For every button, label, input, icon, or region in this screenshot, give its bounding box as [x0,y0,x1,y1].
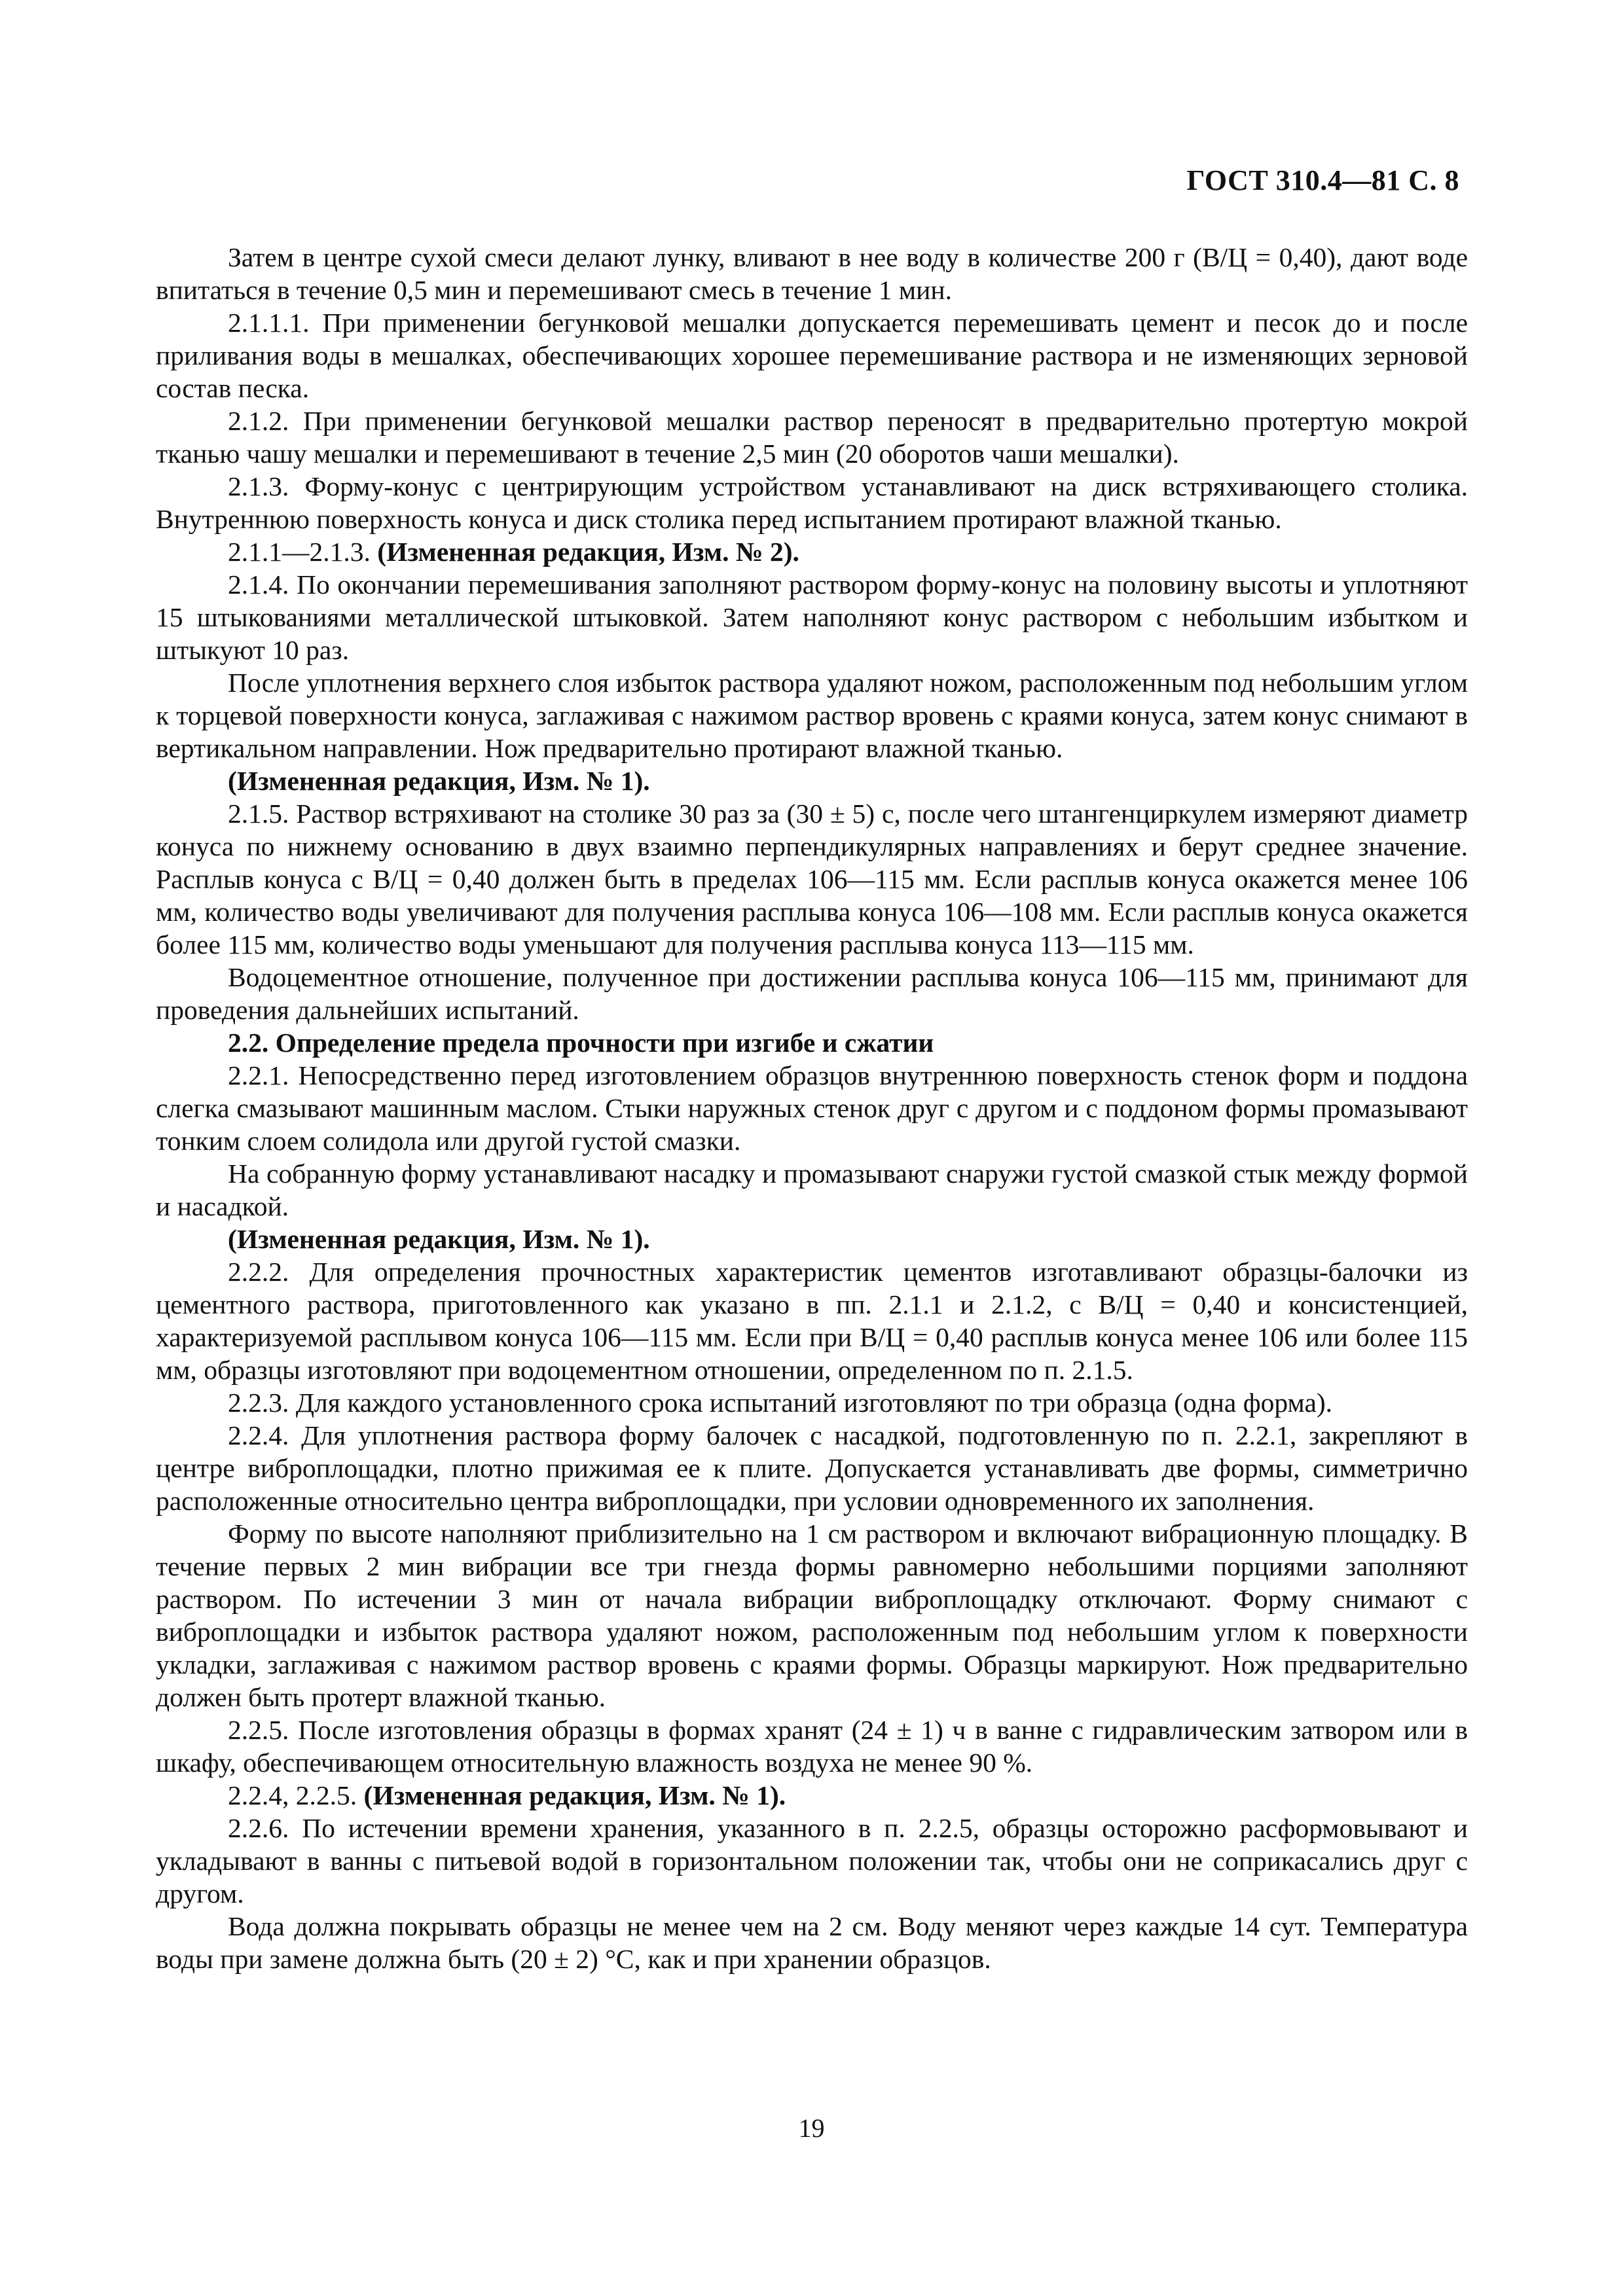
paragraph-text: 2.2.3. Для каждого установленного срока испытаний изготовляют по три образца (одна форма). [228,1388,1333,1418]
paragraph-text: Вода должна покрывать образцы не менее чем на 2 см. Воду меняют через каждые 14 сут. Температура воды при замене должна быть (20 ± 2) °С, как и при хранении образцов. [156,1911,1468,1974]
paragraph [156,1157,1468,1223]
paragraph [156,1059,1468,1157]
paragraph [156,1713,1468,1779]
document-body [156,241,1468,1975]
paragraph [156,1910,1468,1975]
paragraph [156,1812,1468,1910]
paragraph-prefix: 2.2.4, 2.2.5. [228,1780,364,1810]
paragraph-text: 2.2.5. После изготовления образцы в формах хранят (24 ± 1) ч в ванне с гидравлическим затвором или в шкафу, обеспечивающем относительную влажность воздуха не менее 90 %. [156,1715,1468,1778]
paragraph-bold-text: (Измененная редакция, Изм. № 1). [228,1224,650,1254]
paragraph-bold-text: 2.2. Определение предела прочности при изгибе и сжатии [228,1028,934,1058]
paragraph-text: 2.1.2. При применении бегунковой мешалки раствор переносят в предварительно протертую мокрой тканью чашу мешалки и перемешивают в течение 2,5 мин (20 оборотов чаши мешалки). [156,406,1468,469]
paragraph-text: Форму по высоте наполняют приблизительно на 1 см раствором и включают вибрационную площадку. В течение первых 2 мин вибрации все три гнезда формы равномерно небольшими порциями заполняют раствором. По истечении 3 мин от начала вибрации виброплощадку отключают. Форму снимают с виброплощадки и избыток раствора удаляют ножом, расположенным под небольшим углом к поверхности укладки, заглаживая с нажимом раствор вровень с краями формы. Образцы маркируют. Нож предварительно должен быть протерт влажной тканью. [156,1518,1468,1712]
paragraph [156,1026,1468,1059]
paragraph-text: 2.1.5. Раствор встряхивают на столике 30 раз за (30 ± 5) с, после чего штангенциркулем измеряют диаметр конуса по нижнему основанию в двух взаимно перпендикулярных направлениях и берут среднее значение. Расплыв конуса с В/Ц = 0,40 должен быть в пределах 106—115 мм. Если расплыв конуса окажется менее 106 мм, количество воды увеличивают для получения расплыва конуса 106—108 мм. Если расплыв конуса окажется более 115 мм, количество воды уменьшают для получения расплыва конуса 113—115 мм. [156,798,1468,960]
paragraph-text: После уплотнения верхнего слоя избыток раствора удаляют ножом, расположенным под небольшим углом к торцевой поверхности конуса, заглаживая с нажимом раствор вровень с краями конуса, затем конус снимают в вертикальном направлении. Нож предварительно протирают влажной тканью. [156,668,1468,763]
paragraph-text: 2.1.1.1. При применении бегунковой мешалки допускается перемешивать цемент и песок до и после приливания воды в мешалках, обеспечивающих хорошее перемешивание раствора и не изменяющих зерновой состав песка. [156,308,1468,403]
paragraph [156,666,1468,764]
paragraph [156,1255,1468,1386]
paragraph-text: На собранную форму устанавливают насадку и промазывают снаружи густой смазкой стык между формой и насадкой. [156,1158,1468,1221]
paragraph [156,1419,1468,1517]
paragraph [156,404,1468,470]
paragraph-text: Водоцементное отношение, полученное при достижении расплыва конуса 106—115 мм, принимают для проведения дальнейших испытаний. [156,962,1468,1025]
paragraph-bold-text: (Измененная редакция, Изм. № 2). [377,537,799,567]
paragraph [156,1223,1468,1255]
paragraph [156,764,1468,797]
paragraph-text: 2.1.4. По окончании перемешивания заполняют раствором форму-конус на половину высоты и уплотняют 15 штыкованиями металлической штыковкой. Затем наполняют конус раствором с небольшим избытком и штыкуют 10 раз. [156,569,1468,665]
paragraph [156,1779,1468,1812]
paragraph [156,241,1468,306]
page-number: 19 [798,2113,825,2143]
paragraph-bold-text: (Измененная редакция, Изм. № 1). [228,766,650,796]
paragraph-bold-text: (Измененная редакция, Изм. № 1). [363,1780,786,1810]
paragraph [156,535,1468,568]
paragraph [156,961,1468,1026]
paragraph-text: 2.2.4. Для уплотнения раствора форму балочек с насадкой, подготовленную по п. 2.2.1, закрепляют в центре виброплощадки, плотно прижимая ее к плите. Допускается устанавливать две формы, симметрично расположенные относительно центра виброплощадки, при условии одновременного их заполнения. [156,1420,1468,1516]
paragraph [156,1517,1468,1713]
paragraph-text: 2.2.6. По истечении времени хранения, указанного в п. 2.2.5, образцы осторожно расформовывают и укладывают в ванны с питьевой водой в горизонтальном положении так, чтобы они не соприкасались друг с другом. [156,1813,1468,1909]
paragraph-text: 2.1.3. Форму-конус с центрирующим устройством устанавливают на диск встряхивающего столика. Внутреннюю поверхность конуса и диск столика перед испытанием протирают влажной тканью. [156,471,1468,534]
paragraph-text: Затем в центре сухой смеси делают лунку, вливают в нее воду в количестве 200 г (В/Ц = 0,40), дают воде впитаться в течение 0,5 мин и перемешивают смесь в течение 1 мин. [156,242,1468,305]
paragraph [156,1386,1468,1419]
page-header: ГОСТ 310.4—81 С. 8 [1186,164,1459,196]
paragraph [156,470,1468,535]
paragraph [156,306,1468,404]
paragraph [156,568,1468,666]
paragraph [156,797,1468,961]
paragraph-prefix: 2.1.1—2.1.3. [228,537,378,567]
paragraph-text: 2.2.1. Непосредственно перед изготовлением образцов внутреннюю поверхность стенок форм и поддона слегка смазывают машинным маслом. Стыки наружных стенок друг с другом и с поддоном формы промазывают тонким слоем солидола или другой густой смазки. [156,1060,1468,1156]
paragraph-text: 2.2.2. Для определения прочностных характеристик цементов изготавливают образцы-балочки из цементного раствора, приготовленного как указано в пп. 2.1.1 и 2.1.2, с В/Ц = 0,40 и консистенцией, характеризуемой расплывом конуса 106—115 мм. Если при В/Ц = 0,40 расплыв конуса менее 106 или более 115 мм, образцы изготовляют при водоцементном отношении, определенном по п. 2.1.5. [156,1257,1468,1385]
